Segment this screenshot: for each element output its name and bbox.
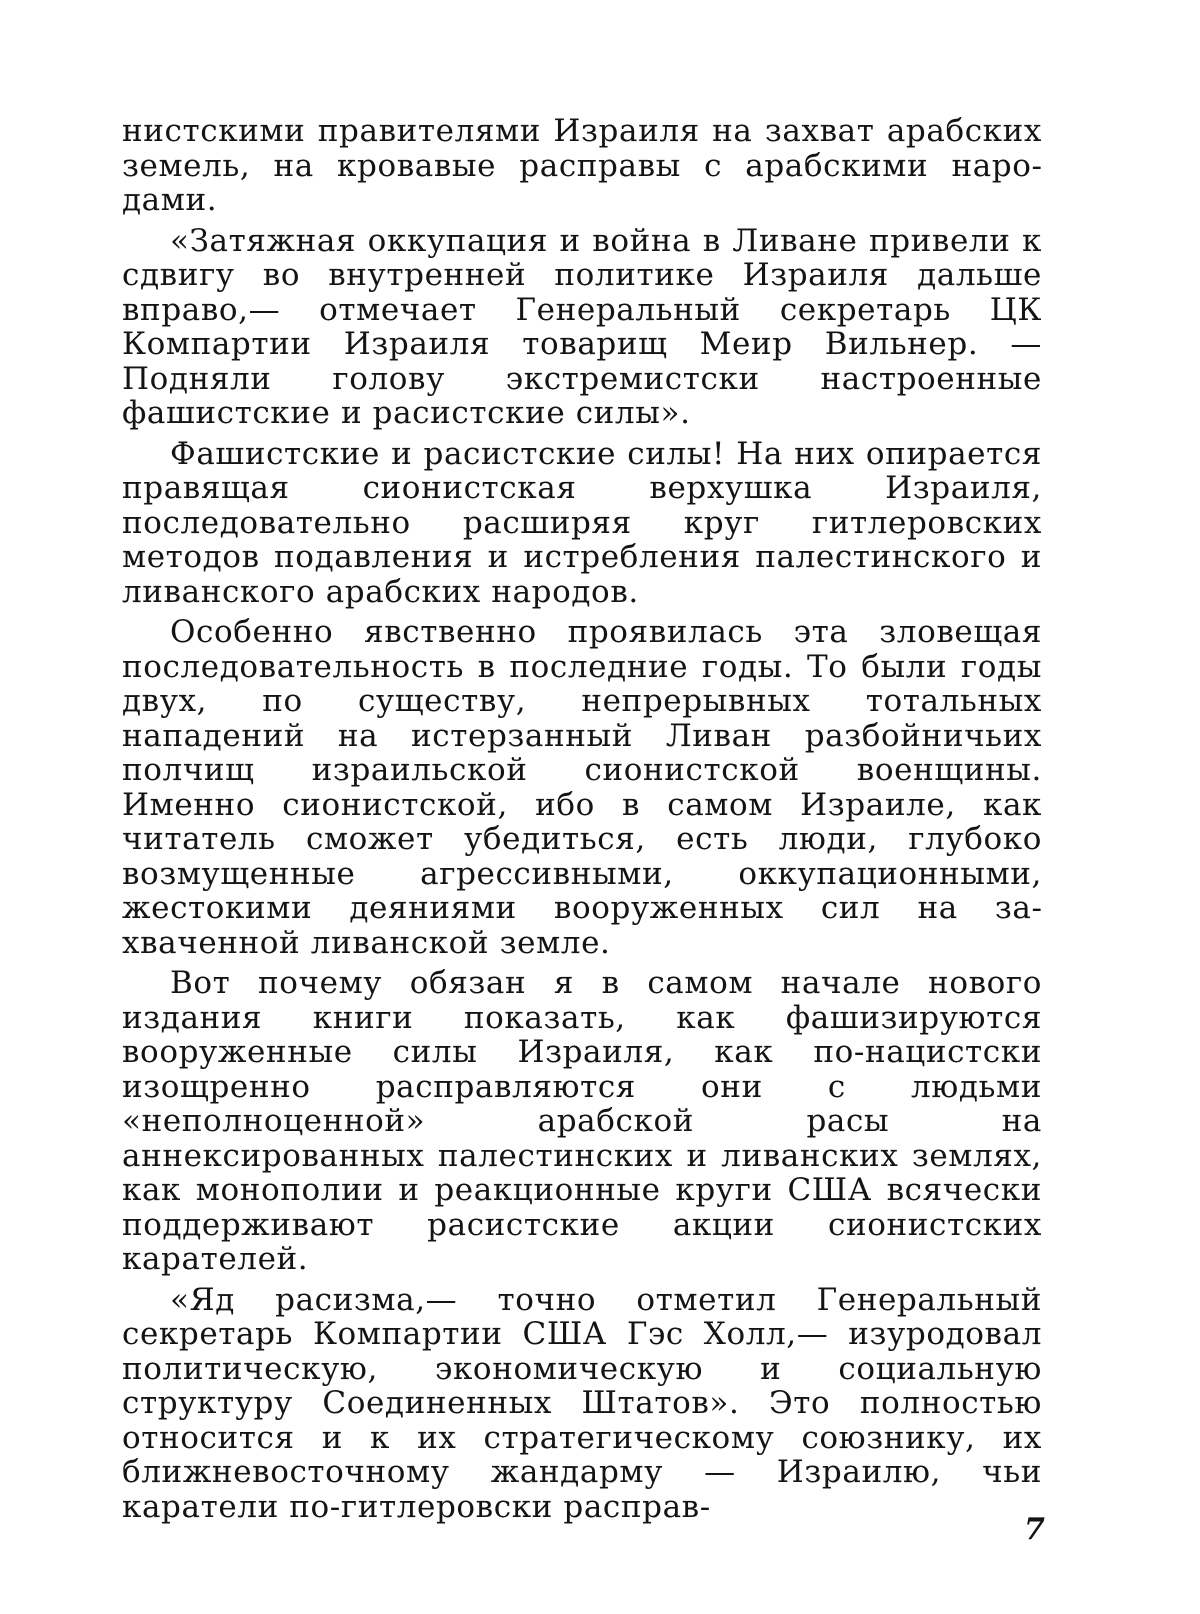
body-text: [122, 114, 1042, 1530]
paragraph-lebanon-attacks: Особенно явственно проявилась эта зловещая после­довательность в последние годы. То были годы двух, по существу, непрерывных тотальных нападений на истерзанный Ливан разбойничьих полчищ израильской сионистской военщины. Именно сионистской, ибо в са­мом Израиле, как читатель сможет убедиться, есть лю­ди, глубоко возмущенные агрессивными, оккупацион­ными, жестокими деяниями вооруженных сил на за­хваченной ливанской земле.: [122, 615, 1042, 960]
paragraph-fascist-forces: Фашистские и расистские силы! На них опирается правящая сионистская верхушка Израиля, последова­тельно расширяя круг гитлеровских методов подавле­ния и истребления палестинского и ливанского арабских народов.: [122, 437, 1042, 610]
paragraph-continued: нистскими правителями Израиля на захват арабских земель, на кровавые расправы с арабскими наро­дами.: [122, 114, 1042, 218]
paragraph-quote-hall: «Яд расизма,— точно отметил Генеральный секретарь Компартии США Гэс Холл,— изуродовал политическую, экономическую и социальную структуру Соединенных Штатов». Это полностью относится и к их стратеги­ческому союзнику, их ближневосточному жандар­му — Израилю, чьи каратели по-гитлеровски расправ-: [122, 1283, 1042, 1525]
page-number: 7: [1024, 1512, 1045, 1547]
book-page: [0, 0, 1200, 1614]
paragraph-quote-vilner: «Затяжная оккупация и война в Ливане привели к сдвигу во внутренней политике Израиля дальше впра­во,— отмечает Генеральный секретарь ЦК Компартии Израиля товарищ Меир Вильнер. — Подняли голову экстремистски настроенные фашистские и расистские силы».: [122, 224, 1042, 431]
paragraph-new-edition: Вот почему обязан я в самом начале нового издания книги показать, как фашизируются вооруженные силы Израиля, как по-нацистски изощренно расправляются они с людьми «неполноценной» арабской расы на аннексированных палестинских и ливанских землях, как монополии и реакционные круги США всячески поддерживают расистские акции сионистских карате­лей.: [122, 966, 1042, 1277]
